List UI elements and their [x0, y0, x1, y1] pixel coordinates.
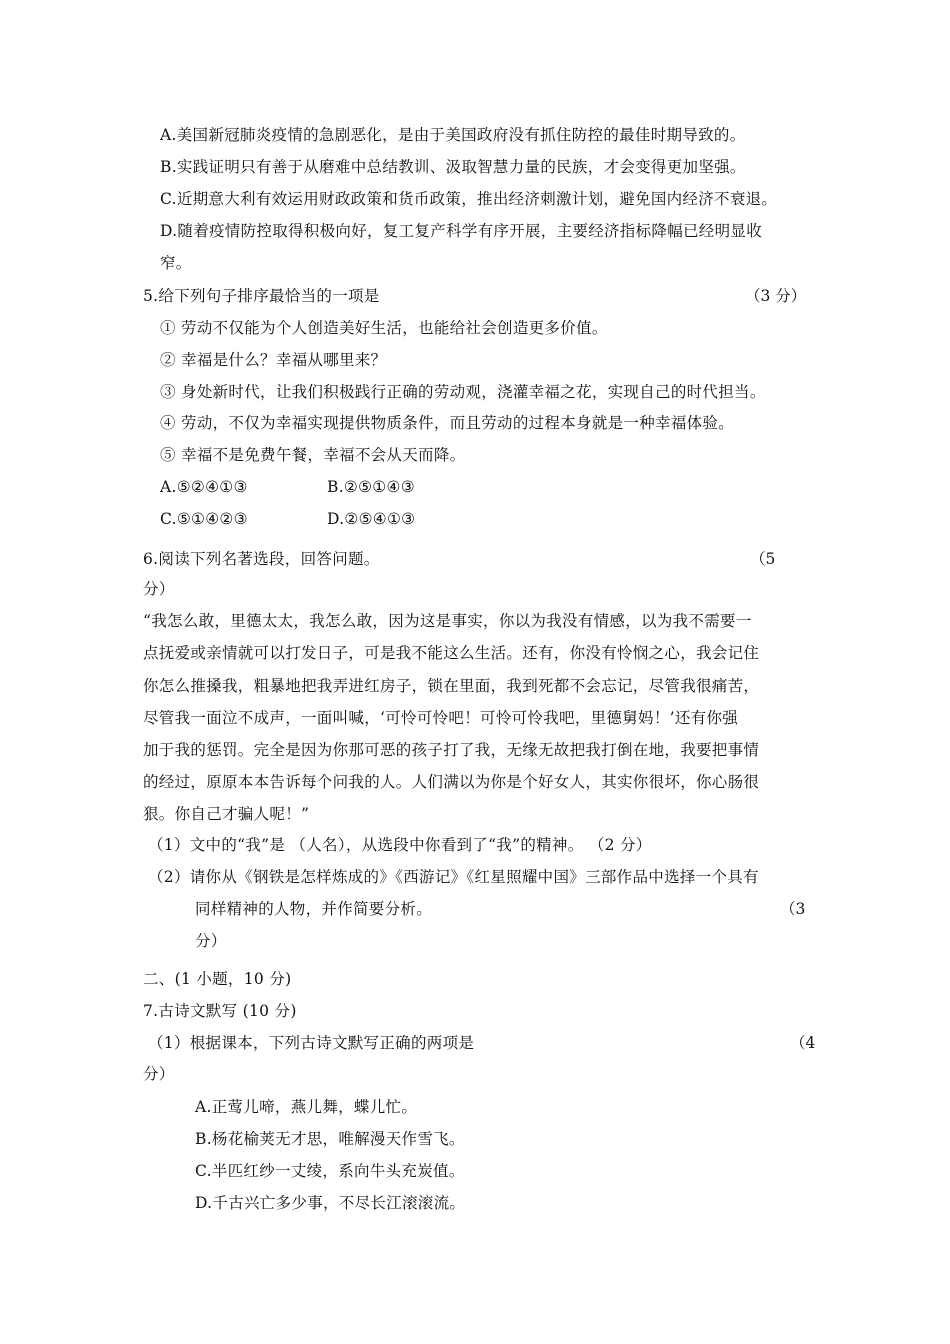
q6-passage-line6: 的经过，原原本本告诉每个问我的人。人们满以为你是个好女人，其实你很坏，你心肠很 — [143, 773, 760, 791]
q5-sentence-4: ④ 劳动，不仅为幸福实现提供物质条件，而且劳动的过程本身就是一种幸福体验。 — [160, 414, 735, 432]
q4-option-b: B.实践证明只有善于从磨难中总结教训、汲取智慧力量的民族，才会变得更加坚强。 — [160, 158, 746, 176]
q6-passage-line7: 狠。你自己才骗人呢！” — [143, 805, 310, 823]
q4-option-c: C.近期意大利有效运用财政政策和货币政策，推出经济刺激计划，避免国内经济不衰退。 — [160, 190, 778, 208]
q5-score: （3 分） — [745, 287, 807, 305]
q7-subquestion-1-score-part1: （4 — [790, 1034, 816, 1052]
q4-option-d-line1: D.随着疫情防控取得积极向好，复工复产科学有序开展，主要经济指标降幅已经明显收 — [160, 222, 763, 240]
q4-option-a: A.美国新冠肺炎疫情的急剧恶化，是由于美国政府没有抓住防控的最佳时期导致的。 — [160, 126, 746, 144]
q6-subquestion-2-score-part2: 分） — [195, 932, 227, 950]
q6-subquestion-2-score-part1: （3 — [780, 900, 806, 918]
q4-option-d-line2: 窄。 — [160, 254, 192, 272]
q6-score-part1: （5 — [750, 550, 776, 568]
q7-subquestion-1: （1）根据课本，下列古诗文默写正确的两项是 — [148, 1034, 475, 1052]
q5-option-d: D.②⑤④①③ — [327, 510, 416, 528]
q6-passage-line1: “我怎么敢，里德太太，我怎么敢，因为这是事实，你以为我没有情感，以为我不需要一 — [143, 612, 752, 630]
q7-option-d: D.千古兴亡多少事，不尽长江滚滚流。 — [195, 1194, 466, 1212]
q6-score-part2: 分） — [143, 580, 175, 598]
q6-subquestion-1: （1）文中的“我”是 （人名），从选段中你看到了“我”的精神。 （2 分） — [148, 836, 652, 854]
q6-passage-line3: 你怎么推搡我，粗暴地把我弄进红房子，锁在里面，我到死都不会忘记，尽管我很痛苦， — [143, 677, 760, 695]
q5-sentence-2: ② 幸福是什么？幸福从哪里来？ — [160, 351, 387, 369]
q5-sentence-3: ③ 身处新时代，让我们积极践行正确的劳动观，浇灌幸福之花，实现自己的时代担当。 — [160, 383, 766, 401]
q5-sentence-5: ⑤ 幸福不是免费午餐，幸福不会从天而降。 — [160, 446, 466, 464]
q7-stem: 7.古诗文默写 (10 分) — [143, 1002, 297, 1020]
q7-option-b: B.杨花榆荚无才思，唯解漫天作雪飞。 — [195, 1130, 465, 1148]
q7-subquestion-1-score-part2: 分） — [143, 1065, 175, 1083]
q6-subquestion-2-line2: 同样精神的人物，并作简要分析。 — [195, 900, 433, 918]
q6-stem: 6.阅读下列名著选段，回答问题。 — [143, 550, 380, 568]
q6-passage-line2: 点抚爱或亲情就可以打发日子，可是我不能这么生活。还有，你没有怜悯之心，我会记住 — [143, 644, 760, 662]
q5-option-c: C.⑤①④②③ — [160, 510, 248, 528]
q6-passage-line4: 尽管我一面泣不成声，一面叫喊，‘可怜可怜吧！可怜可怜我吧，里德舅妈！’还有你强 — [143, 709, 739, 727]
q7-option-a: A.正莺儿啼，燕儿舞，蝶儿忙。 — [195, 1098, 418, 1116]
q5-option-b: B.②⑤①④③ — [327, 478, 415, 496]
q6-subquestion-2-line1: （2）请你从《钢铁是怎样炼成的》《西游记》《红星照耀中国》三部作品中选择一个具有 — [148, 868, 759, 886]
q6-passage-line5: 加于我的惩罚。完全是因为你那可恶的孩子打了我，无缘无故把我打倒在地，我要把事情 — [143, 741, 760, 759]
q5-sentence-1: ① 劳动不仅能为个人创造美好生活，也能给社会创造更多价值。 — [160, 319, 608, 337]
q5-stem: 5.给下列句子排序最恰当的一项是 — [143, 287, 380, 305]
section-2-title: 二、(1 小题，10 分) — [143, 970, 292, 988]
q5-option-a: A.⑤②④①③ — [160, 478, 248, 496]
q7-option-c: C.半匹红纱一丈绫，系向牛头充炭值。 — [195, 1162, 465, 1180]
